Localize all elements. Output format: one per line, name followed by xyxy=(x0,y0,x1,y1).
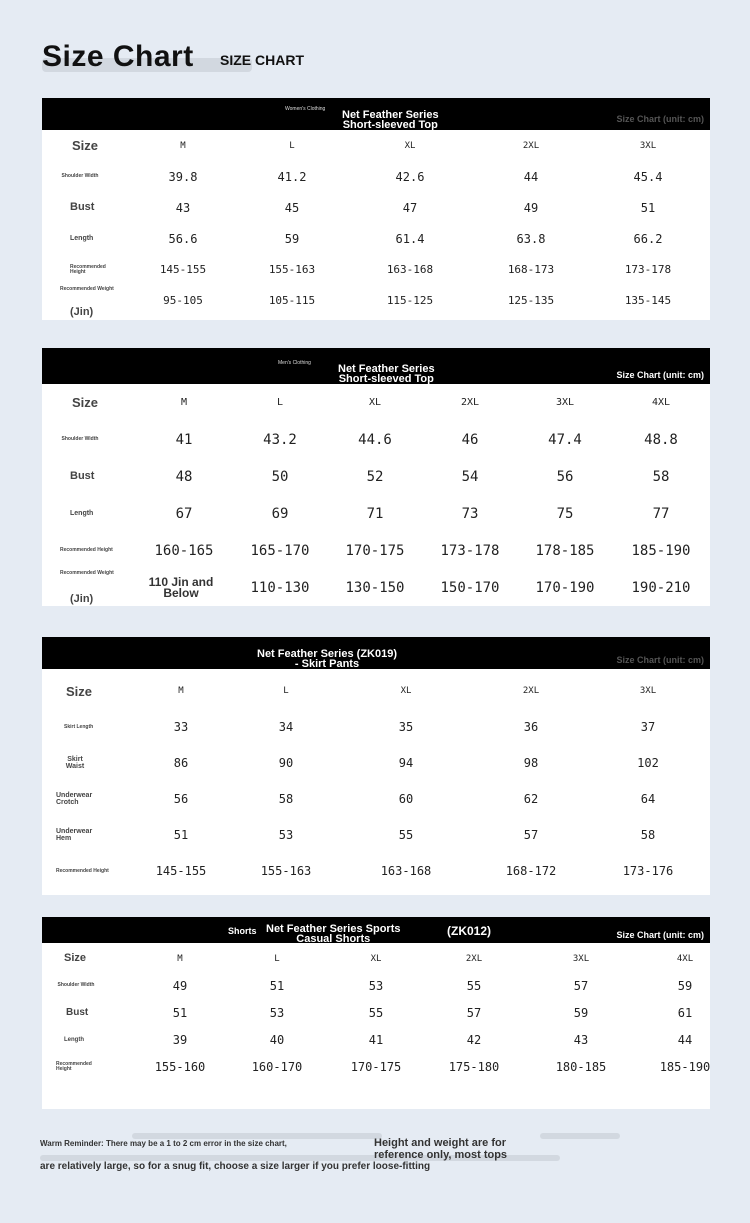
table-cell: 67 xyxy=(175,505,193,522)
table-cell: 173-176 xyxy=(622,864,674,878)
size-header: L xyxy=(274,953,280,964)
table-cell: 163-168 xyxy=(380,864,432,878)
table-cell: 52 xyxy=(366,468,384,485)
table-cell: 163-168 xyxy=(386,263,434,276)
table-cell: 110 Jin and Below xyxy=(148,574,214,600)
table-cell: 43 xyxy=(573,1032,589,1047)
table-cell: 53 xyxy=(269,1005,285,1020)
table-cell: 36 xyxy=(523,720,539,734)
unit-note: (Jin) xyxy=(70,593,94,605)
table-cell: 170-175 xyxy=(345,542,405,559)
table-cell: 41.2 xyxy=(277,169,307,184)
table-cell: 48 xyxy=(175,468,193,485)
table-cell: 155-163 xyxy=(268,263,316,276)
table-cell: 90 xyxy=(278,756,294,770)
size-header: 3XL xyxy=(555,397,575,408)
table-cell: 170-190 xyxy=(535,579,595,596)
table-cell: 75 xyxy=(556,505,574,522)
table-cell: 53 xyxy=(368,978,384,993)
table-cell: 59 xyxy=(573,1005,589,1020)
table-cell: 168-172 xyxy=(505,864,557,878)
table-cell: 33 xyxy=(173,720,189,734)
table-cell: 45.4 xyxy=(633,169,663,184)
table-cell: 35 xyxy=(398,720,414,734)
table-cell: 77 xyxy=(652,505,670,522)
table-cell: 135-145 xyxy=(624,294,672,307)
table-cell: 59 xyxy=(677,978,693,993)
table-cell: 64 xyxy=(640,792,656,806)
table-cell: 58 xyxy=(278,792,294,806)
table-cell: 160-170 xyxy=(251,1059,303,1074)
table-cell: 47.4 xyxy=(548,431,582,448)
size-grid xyxy=(42,384,710,606)
row-label: Shoulder Width xyxy=(57,982,95,988)
table-cell: 57 xyxy=(523,828,539,842)
table-cell: 44 xyxy=(523,169,539,184)
table-cell: 43 xyxy=(175,200,191,215)
row-label: Bust xyxy=(66,1006,89,1018)
table-cell: 51 xyxy=(640,200,656,215)
row-label: Length xyxy=(64,1036,84,1043)
table-cell: 145-155 xyxy=(155,864,207,878)
table-cell: 57 xyxy=(573,978,589,993)
table-cell: 150-170 xyxy=(440,579,500,596)
unit-label: Size Chart (unit: cm) xyxy=(616,655,704,665)
row-label: Bust xyxy=(70,201,95,213)
table-cell: 41 xyxy=(368,1032,384,1047)
size-header: XL xyxy=(404,140,416,151)
size-table-women-top xyxy=(42,98,710,320)
table-cell: 51 xyxy=(269,978,285,993)
unit-label: Size Chart (unit: cm) xyxy=(616,114,704,124)
table-cell: 180-185 xyxy=(555,1059,607,1074)
table-cell: 51 xyxy=(173,828,189,842)
table-cell: 48.8 xyxy=(644,431,678,448)
size-header: XL xyxy=(400,686,412,696)
table-cell: 55 xyxy=(398,828,414,842)
size-header: M xyxy=(178,686,184,696)
size-table-skirt-pants xyxy=(42,637,710,895)
table-cell: 39.8 xyxy=(168,169,198,184)
table-cell: 56.6 xyxy=(168,231,198,246)
series-title: Net Feather Series Short-sleeved Top xyxy=(338,363,435,385)
series-title: Net Feather Series (ZK019) - Skirt Pants xyxy=(257,648,397,670)
table-cell: 73 xyxy=(461,505,479,522)
table-cell: 185-190 xyxy=(659,1059,711,1074)
row-label: Underwear Hem xyxy=(56,828,93,842)
table-cell: 56 xyxy=(556,468,574,485)
size-header: XL xyxy=(368,397,382,408)
table-cell: 44 xyxy=(677,1032,693,1047)
table-cell: 61.4 xyxy=(395,231,425,246)
table-cell: 51 xyxy=(172,1005,188,1020)
category-label: Men's Clothing xyxy=(278,360,311,366)
reminder-line-3: are relatively large, so for a snug fit, choose a size larger if you prefer loose-fitting xyxy=(40,1161,431,1172)
table-cell: 63.8 xyxy=(516,231,546,246)
page-subtitle: SIZE CHART xyxy=(220,52,304,68)
size-label: Size xyxy=(72,395,99,410)
table-cell: 95-105 xyxy=(163,294,203,307)
row-label: Recommended Height xyxy=(56,1060,92,1072)
table-cell: 61 xyxy=(677,1005,693,1020)
table-cell: 190-210 xyxy=(631,579,691,596)
table-cell: 115-125 xyxy=(386,294,434,307)
table-header xyxy=(42,637,710,669)
table-header xyxy=(42,98,710,130)
row-label: Shoulder Width xyxy=(61,436,99,442)
table-cell: 53 xyxy=(278,828,294,842)
table-cell: 34 xyxy=(278,720,294,734)
reminder-line-1: Warm Reminder: There may be a 1 to 2 cm error in the size chart, xyxy=(40,1139,287,1148)
unit-label: Size Chart (unit: cm) xyxy=(616,930,704,940)
table-cell: 58 xyxy=(640,828,656,842)
table-cell: 46 xyxy=(461,431,479,448)
row-label: Recommended Height xyxy=(70,263,106,275)
table-cell: 98 xyxy=(523,756,539,770)
row-label: Recommended Height xyxy=(60,547,113,553)
size-header: 3XL xyxy=(572,953,590,964)
size-grid xyxy=(42,130,710,316)
table-cell: 160-165 xyxy=(154,542,214,559)
size-header: L xyxy=(289,140,295,151)
size-label: Size xyxy=(72,138,99,153)
table-cell: 86 xyxy=(173,756,189,770)
table-cell: 59 xyxy=(284,231,300,246)
row-label: Recommended Weight xyxy=(60,286,114,292)
size-header: L xyxy=(276,397,284,408)
table-cell: 155-160 xyxy=(154,1059,206,1074)
table-cell: 44.6 xyxy=(358,431,392,448)
table-cell: 39 xyxy=(172,1032,188,1047)
blur-smudge xyxy=(540,1133,620,1139)
size-header: 2XL xyxy=(460,397,480,408)
row-label: Underwear Crotch xyxy=(56,792,93,806)
size-grid xyxy=(42,943,710,1080)
size-header: XL xyxy=(370,953,382,964)
table-cell: 105-115 xyxy=(268,294,316,307)
table-cell: 42 xyxy=(466,1032,482,1047)
table-cell: 49 xyxy=(172,978,188,993)
chart-title-row xyxy=(42,40,702,80)
table-cell: 37 xyxy=(640,720,656,734)
size-header: M xyxy=(180,140,186,151)
table-cell: 165-170 xyxy=(250,542,310,559)
table-cell: 62 xyxy=(523,792,539,806)
size-header: 4XL xyxy=(676,953,694,964)
table-cell: 71 xyxy=(366,505,384,522)
size-label: Size xyxy=(66,683,93,699)
table-cell: 55 xyxy=(368,1005,384,1020)
table-cell: 58 xyxy=(652,468,670,485)
table-cell: 168-173 xyxy=(507,263,555,276)
table-cell: 56 xyxy=(173,792,189,806)
table-cell: 185-190 xyxy=(631,542,691,559)
table-cell: 57 xyxy=(466,1005,482,1020)
table-cell: 66.2 xyxy=(633,231,663,246)
unit-label: Size Chart (unit: cm) xyxy=(616,370,704,380)
table-cell: 54 xyxy=(461,468,479,485)
size-header: 3XL xyxy=(639,140,657,151)
size-header: L xyxy=(283,686,289,696)
table-header xyxy=(42,348,710,384)
size-header: M xyxy=(180,397,188,408)
table-cell: 130-150 xyxy=(345,579,405,596)
row-label: Bust xyxy=(70,470,95,482)
row-label: Skirt Waist xyxy=(65,756,85,770)
page-title: Size Chart xyxy=(42,40,194,73)
table-cell: 40 xyxy=(269,1032,285,1047)
row-label: Length xyxy=(70,510,94,517)
row-label: Skirt Length xyxy=(64,723,94,730)
table-cell: 41 xyxy=(175,431,193,448)
table-cell: 145-155 xyxy=(159,263,207,276)
table-cell: 175-180 xyxy=(448,1059,500,1074)
row-label: Shoulder Width xyxy=(61,173,99,179)
table-cell: 60 xyxy=(398,792,414,806)
table-cell: 50 xyxy=(271,468,289,485)
size-header: 4XL xyxy=(651,397,671,408)
table-cell: 102 xyxy=(637,756,659,770)
table-cell: 69 xyxy=(271,505,289,522)
table-header xyxy=(42,917,710,943)
size-table-shorts xyxy=(42,917,710,1109)
table-cell: 125-135 xyxy=(507,294,555,307)
table-cell: 45 xyxy=(284,200,300,215)
table-cell: 49 xyxy=(523,200,539,215)
unit-note: (Jin) xyxy=(70,306,94,318)
size-grid xyxy=(42,669,710,889)
row-label: Recommended Weight xyxy=(60,570,114,576)
table-cell: 178-185 xyxy=(535,542,595,559)
table-cell: 42.6 xyxy=(395,169,425,184)
series-title: Net Feather Series Sports Casual Shorts xyxy=(266,923,401,945)
size-label: Size xyxy=(64,952,87,964)
reminder-line-2: Height and weight are for reference only, most tops xyxy=(374,1137,508,1161)
row-label: Length xyxy=(70,235,94,242)
size-header: 2XL xyxy=(522,140,540,151)
warm-reminder xyxy=(40,1133,720,1183)
row-label: Recommended Height xyxy=(56,867,109,874)
product-code: (ZK012) xyxy=(447,924,492,938)
table-cell: 110-130 xyxy=(250,579,310,596)
category-label: Shorts xyxy=(228,926,257,936)
table-cell: 43.2 xyxy=(263,431,297,448)
table-cell: 94 xyxy=(398,756,414,770)
size-header: 2XL xyxy=(522,686,540,696)
size-header: 2XL xyxy=(465,953,483,964)
table-cell: 173-178 xyxy=(440,542,500,559)
size-header: 3XL xyxy=(639,686,657,696)
table-cell: 155-163 xyxy=(260,864,312,878)
size-table-men-top xyxy=(42,348,710,606)
size-header: M xyxy=(177,953,183,964)
table-cell: 173-178 xyxy=(624,263,672,276)
table-cell: 170-175 xyxy=(350,1059,402,1074)
series-title: Net Feather Series Short-sleeved Top xyxy=(342,109,439,131)
table-cell: 55 xyxy=(466,978,482,993)
table-cell: 47 xyxy=(402,200,418,215)
category-label: Women's Clothing xyxy=(285,106,326,112)
